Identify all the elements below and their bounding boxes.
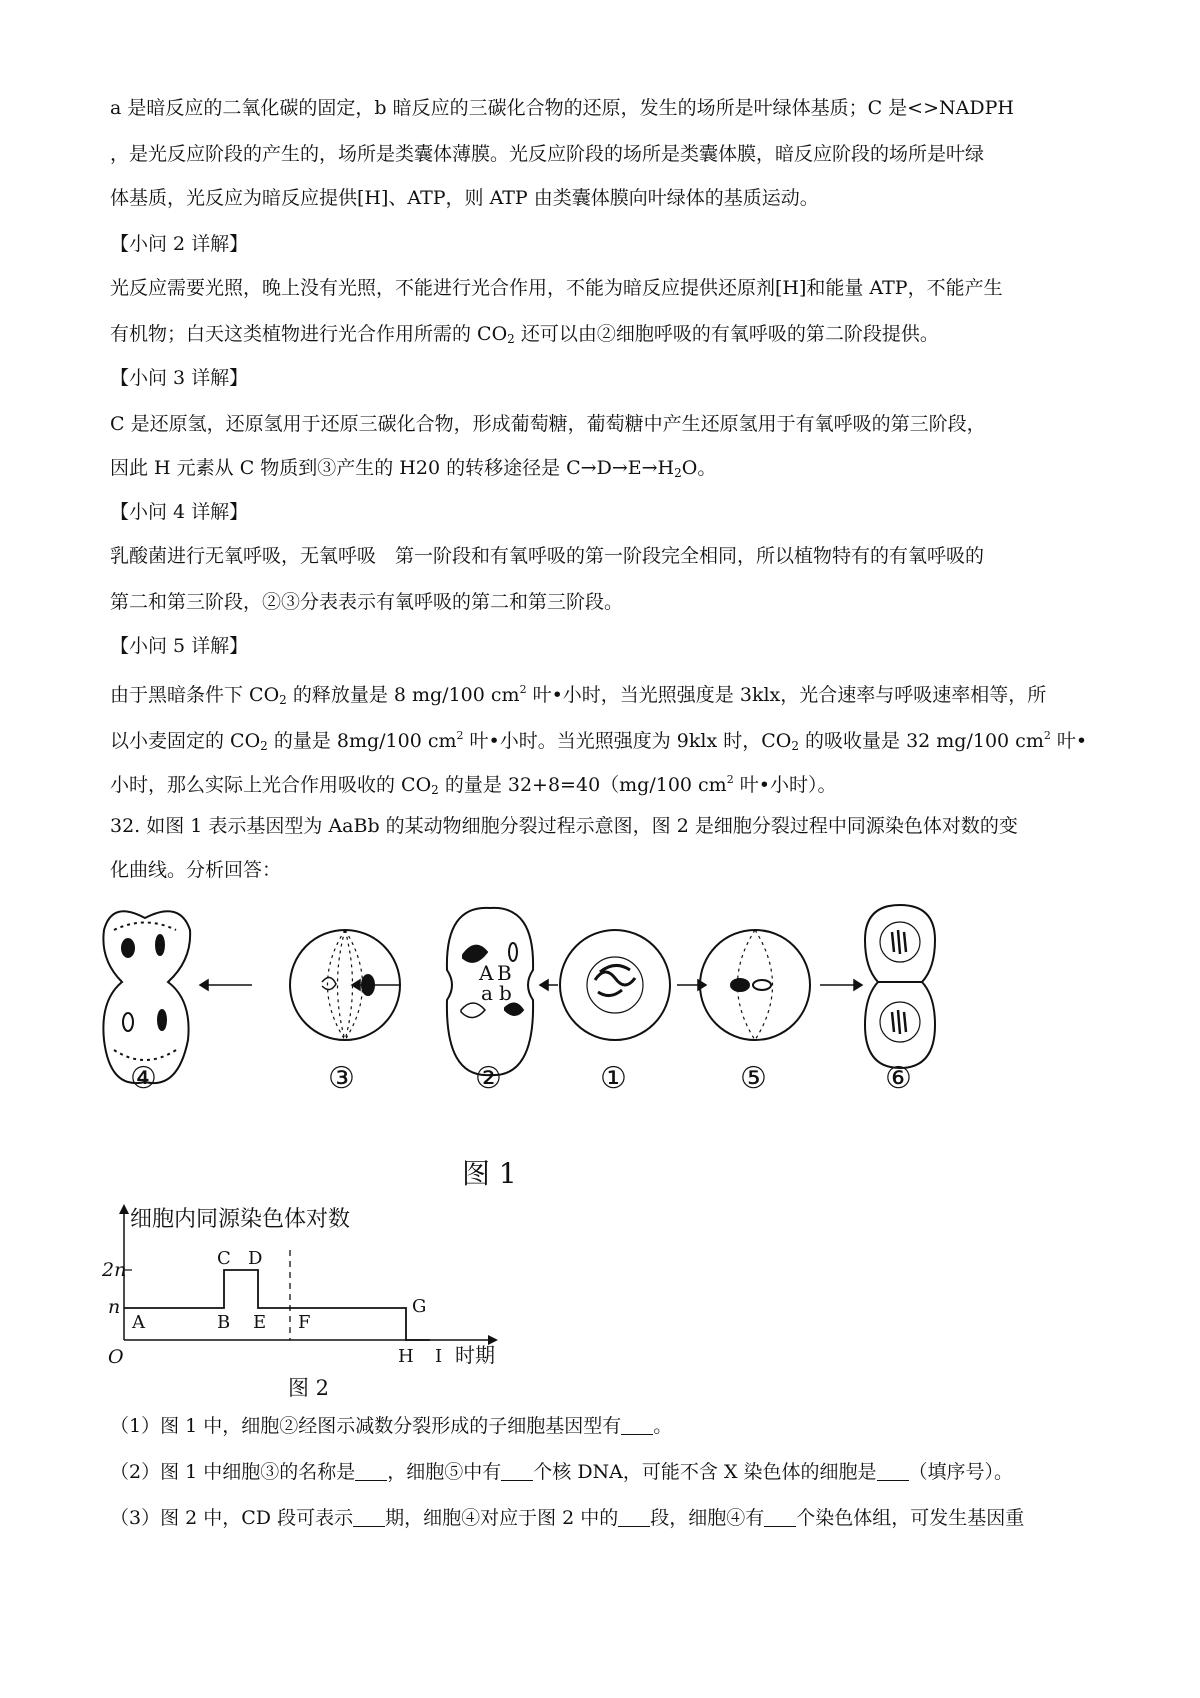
answer-blank[interactable] (355, 1461, 387, 1481)
q5-explanation-line-2: 以小麦固定的 $CO_2$ 的量是 8mg/100 $cm^2$ 叶•小时。当光照强度为 9klx 时，$CO_2$ 的吸收量是 32 mg/100 $cm^2$ 叶• (110, 729, 1088, 753)
point-label-H: H (398, 1346, 414, 1365)
point-label-I: I (435, 1346, 443, 1365)
q2-explanation-line-1: 光反应需要光照，晚上没有光照，不能进行光合作用，不能为暗反应提供还原剂[H]和能量 ATP，不能产生 (110, 277, 1003, 299)
answer-blank[interactable] (877, 1461, 909, 1481)
cell-label-6: ⑥ (885, 1061, 912, 1090)
point-label-F: F (298, 1312, 311, 1333)
q2-explanation-line-2: 有机物；白天这类植物进行光合作用所需的 $CO_2$ 还可以由②细胞呼吸的有氧呼吸的第二阶段提供。 (110, 323, 939, 346)
q5-explanation-line-3: 小时，那么实际上光合作用吸收的 $CO_2$ 的量是 32+8=40（mg/100 $cm^2$ 叶•小时）。 (110, 773, 837, 797)
origin-label: O (108, 1346, 124, 1365)
sub-question-2: （2）图 1 中细胞③的名称是 ，细胞⑤中有 个核 DNA，可能不含 X 染色体的细胞是 （填序号）。 (110, 1461, 1014, 1483)
q1-explanation-line-2: ，是光反应阶段的产生的，场所是类囊体薄膜。光反应阶段的场所是类囊体膜，暗反应阶段的场所是叶绿 (110, 143, 985, 165)
answer-blank[interactable] (618, 1507, 650, 1527)
question-stem-line-2: 化曲线。分析回答： (110, 859, 282, 881)
q5-explanation-line-1: 由于黑暗条件下 $CO_2$ 的释放量是 8 mg/100 $cm^2$ 叶•小时，当光照强度是 3klx，光合速率与呼吸速率相等，所 (110, 683, 1047, 707)
gene-label-b: b (499, 981, 512, 1005)
cell-label-5: ⑤ (740, 1061, 767, 1090)
y-axis-arrow (119, 1204, 129, 1214)
q5-heading: 【小问 5 详解】 (110, 635, 249, 657)
cell-label-4: ④ (130, 1061, 157, 1090)
cell-1 (560, 930, 670, 1040)
gene-label-B: B (497, 961, 512, 985)
figure-1-cell-division-diagram (100, 900, 1100, 1090)
y-tick-label-n: n (108, 1296, 121, 1318)
q3-explanation-line-1: C 是还原氢，还原氢用于还原三碳化合物，形成葡萄糖，葡萄糖中产生还原氢用于有氧呼吸的第三阶段， (110, 413, 986, 435)
cell-label-2: ② (475, 1061, 502, 1090)
sub-question-3: （3）图 2 中，CD 段可表示 期，细胞④对应于图 2 中的 段，细胞④有 个染色体组，可发生基因重 (110, 1507, 1025, 1529)
answer-blank[interactable] (621, 1415, 653, 1435)
cell-label-3: ③ (328, 1061, 355, 1090)
point-label-A: A (132, 1312, 145, 1333)
point-label-C: C (217, 1248, 231, 1269)
point-label-D: D (248, 1248, 263, 1269)
answer-blank[interactable] (353, 1507, 385, 1527)
x-axis-label: 时期 (455, 1343, 495, 1365)
question-stem-line-1: 32. 如图 1 表示基因型为 AaBb 的某动物细胞分裂过程示意图，图 2 是细胞分裂过程中同源染色体对数的变 (110, 815, 1018, 837)
cell-label-1: ① (600, 1061, 627, 1090)
y-axis-label: 细胞内同源染色体对数 (130, 1207, 351, 1232)
q3-explanation-line-2: 因此 H 元素从 C 物质到③产生的 H20 的转移途径是 $C\to D\to E\to H_2O$。 (110, 457, 717, 480)
sub-question-1: （1）图 1 中，细胞②经图示减数分裂形成的子细胞基因型有 。 (110, 1415, 673, 1437)
chart-curve (124, 1270, 430, 1340)
point-label-B: B (217, 1312, 231, 1333)
cell-6 (865, 905, 935, 1068)
figure-1-caption: 图 1 (462, 1157, 517, 1190)
answer-blank[interactable] (501, 1461, 533, 1481)
cell-4 (103, 911, 190, 1083)
cell-5 (700, 930, 810, 1040)
figure-2-chart (100, 1200, 550, 1365)
figure-2-caption: 图 2 (288, 1376, 330, 1400)
q1-explanation-line-1: a 是暗反应的二氧化碳的固定，b 暗反应的三碳化合物的还原，发生的场所是叶绿体基质；C 是<>NADPH (110, 97, 1014, 119)
q1-explanation-line-3: 体基质，光反应为暗反应提供[H]、ATP，则 ATP 由类囊体膜向叶绿体的基质运动。 (110, 187, 819, 209)
q2-heading: 【小问 2 详解】 (110, 233, 249, 255)
gene-label-A: A (479, 961, 494, 985)
q4-heading: 【小问 4 详解】 (110, 501, 249, 523)
point-label-G: G (412, 1296, 427, 1317)
gene-label-a: a (481, 981, 493, 1005)
q4-explanation-line-2: 第二和第三阶段，②③分表表示有氧呼吸的第二和第三阶段。 (110, 591, 624, 613)
cell-2 (447, 908, 533, 1075)
y-tick-label-2n: 2n (102, 1259, 127, 1281)
q3-heading: 【小问 3 详解】 (110, 367, 249, 389)
arrows (200, 980, 862, 990)
answer-blank[interactable] (764, 1507, 796, 1527)
q4-explanation-line-1: 乳酸菌进行无氧呼吸，无氧呼吸 第一阶段和有氧呼吸的第一阶段完全相同，所以植物特有的有氧呼吸的 (110, 545, 985, 567)
point-label-E: E (253, 1312, 267, 1333)
